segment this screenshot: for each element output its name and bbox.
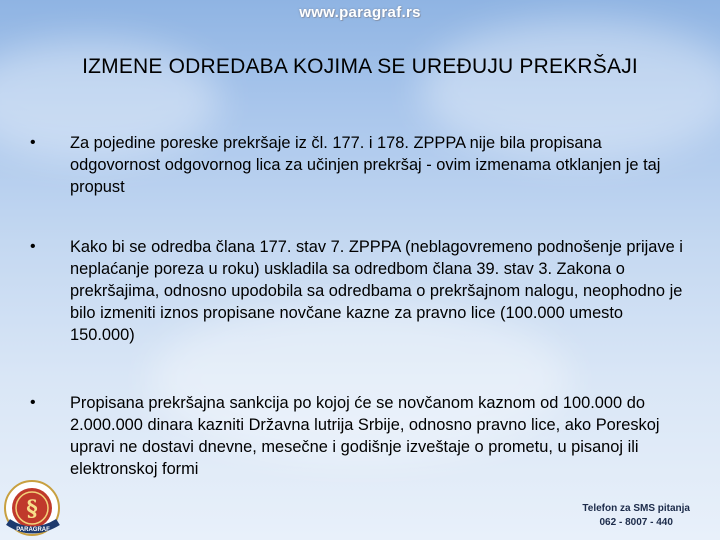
paragraf-logo-icon	[2, 478, 68, 538]
slide-title: IZMENE ODREDABA KOJIMA SE UREĐUJU PREKRŠAJI	[82, 55, 638, 78]
bullet-text: Za pojedine poreske prekršaje iz čl. 177. i 178. ZPPPA nije bila propisana odgovornost odgovornog lica za učinjen prekršaj - ovim izmenama otklanjen je taj propust	[70, 134, 661, 196]
bullet-text: Kako bi se odredba člana 177. stav 7. ZPPPA (neblagovremeno podnošenje prijave i neplaćanje poreza u roku) uskladila sa odredbom člana 39. stav 3. Zakona o prekršajima, odnosno upodobila sa odredbama o prekršajnom nalogu, neophodno je bilo izmeniti iznos propisane novčane kazne za pravno lice (100.000 umesto 150.000)	[70, 238, 683, 344]
bullet-dot-icon: •	[30, 394, 36, 411]
site-watermark: www.paragraf.rs	[299, 4, 421, 21]
sms-contact	[582, 502, 690, 530]
bullet-dot-icon: •	[30, 238, 36, 255]
sms-label: Telefon za SMS pitanja	[582, 503, 690, 514]
svg-text:§: §	[26, 496, 38, 522]
svg-text:PARAGRAF: PARAGRAF	[16, 527, 50, 533]
bullet-text: Propisana prekršajna sankcija po kojoj će se novčanom kaznom od 100.000 do 2.000.000 dinara kazniti Državna lutrija Srbije, odnosno pravno lice, ako Poreskoj upravi ne dostavi dnevne, mesečne i godišnje izveštaje o prometu, u pisanoj ili elektronskoj formi	[70, 394, 660, 478]
bullet-dot-icon: •	[30, 134, 36, 151]
sms-phone-number: 062 - 8007 - 440	[599, 517, 673, 528]
